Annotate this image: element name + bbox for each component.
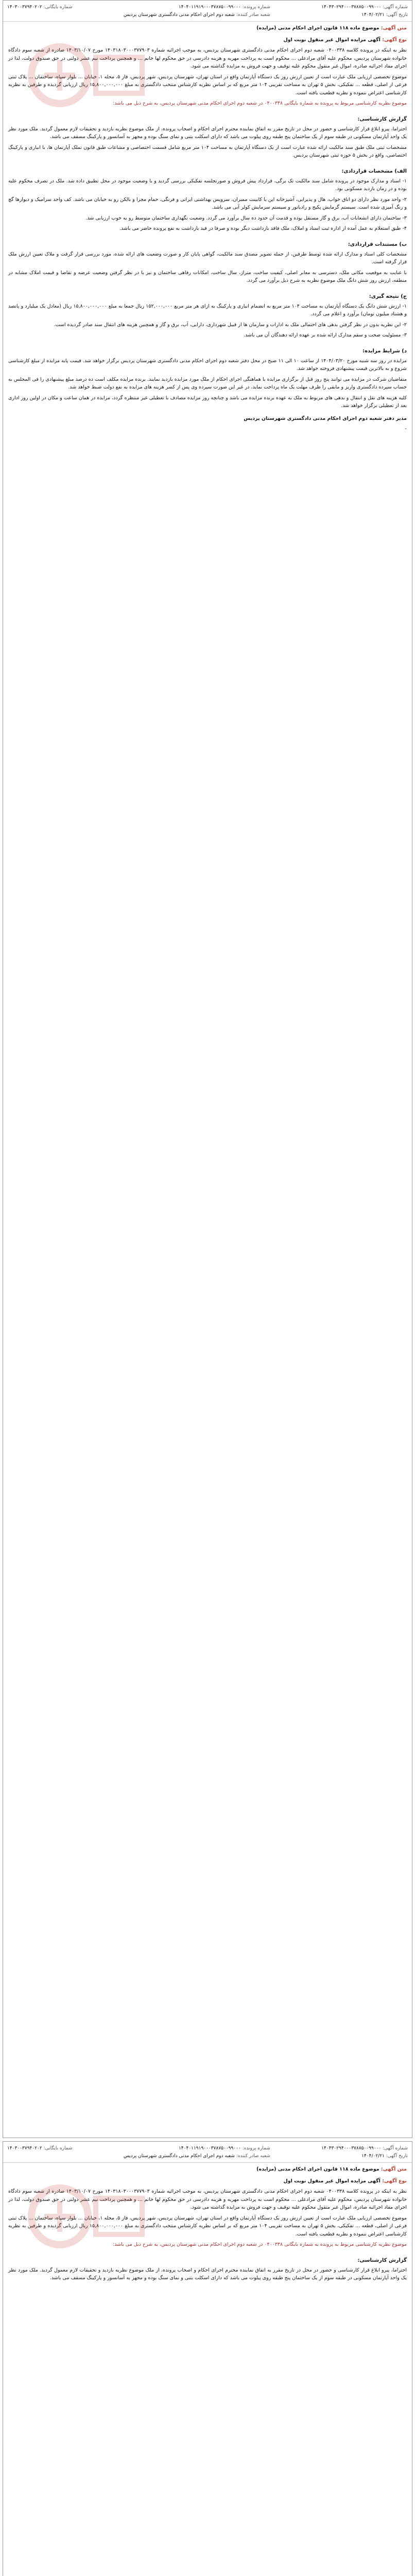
announce-no: ۱۴۰۴۳۰۲۹۴۰۰۰۳۷۸۷۵۰۰۹۹۰۰۰ <box>321 5 382 10</box>
section-title: گزارش کارشناسی: <box>357 2257 407 2263</box>
body-paragraph: نظر به اینکه در پرونده کلاسه ۰۴۰۰۳۳۸ شعبه دوم اجرای احکام مدنی دادگستری شهرستان پردیس، به موجب اجرائیه شماره ۱۴۰۳۱۸۰۳۰۰۰۳۷۷۹۰۳ مورخ ۱۴۰۳/۱۰/۰۷ صادره از شعبه سوم دادگاه خانواده شهرستان پردیس، محکوم علیه آقای مرادعلی ... محکوم است به پرداخت مهریه و هزینه دادرسی در حق محکوم لها خانم ... و همچنین پرداخت نیم عشر دولتی در حق صندوق دولت، لذا در اجرای مفاد اجرائیه صادره، اموال غیر منقول محکوم علیه توقیف و جهت فروش به مزایده گذاشته می شود. <box>8 47 407 69</box>
archive-no: ۱۴۰۳۰۰۳۷۹۴۰۲۰۲ <box>7 2146 42 2151</box>
date-label: تاریخ آگهی: <box>386 2154 408 2159</box>
section-paragraph: ۱- ارزش شش دانگ یک دستگاه آپارتمان به مساحت ۱۰۴ متر مربع به انضمام انباری و پارکینگ به ازای هر متر مربع ۱۵۲,۰۰۰,۰۰۰ ریال جمعا به مبلغ ۱۵,۸۰۰,۰۰۰,۰۰۰ ریال (معادل یک میلیارد و پانصد و هشتاد میلیون تومان) برآورد و اعلام می گردد. <box>8 303 407 317</box>
subject-line <box>3 2163 412 2175</box>
section-title: د) شرایط مزایده: <box>362 348 407 354</box>
announcement-block <box>3 0 412 2138</box>
signature-area <box>3 414 412 437</box>
issuer: شعبه دوم اجرای احکام مدنی دادگستری شهرستان پردیس <box>123 2154 235 2159</box>
announce-date: ۱۴۰۴/۰۲/۲۱ <box>361 2154 385 2159</box>
section-body <box>3 2265 412 2286</box>
kind-label: نوع آگهی: <box>382 2178 407 2184</box>
section-paragraph: با عنایت به موقعیت مکانی ملک، دسترسی به معابر اصلی، کیفیت ساخت، متراژ، سال ساخت، امکانات رفاهی ساختمان و نیز با در نظر گرفتن وضعیت عرضه و تقاضا و قیمت املاک مشابه در منطقه، ارزش روز شش دانگ ملک موضوع نظریه به شرح ذیل برآورد می گردد. <box>8 269 407 283</box>
announcement-block-copy <box>3 2141 412 2576</box>
body-paragraph: موضوع نظریه کارشناسی مربوط به پرونده به شماره بایگانی ۰۴۰۰۳۳۸ در شعبه دوم اجرای احکام مدنی شهرستان پردیس، به شرح ذیل می باشد: <box>113 2242 407 2247</box>
section-paragraph: ۴- طبق استعلام به عمل آمده از اداره ثبت اسناد و املاک، ملک فاقد بازداشت دیگر بوده و صرفا در قید بازداشت به نفع پرونده حاضر می باشد. <box>119 226 407 231</box>
section-paragraph: احتراما، پیرو ابلاغ قرار کارشناسی و حضور در محل در تاریخ مقرر به اتفاق نماینده محترم اجرای احکام و اصحاب پرونده، از ملک موضوع نظریه بازدید و تحقیقات لازم معمول گردید. ملک مورد نظر یک واحد آپارتمان مسکونی در طبقه سوم از یک ساختمان پنج طبقه روی پیلوت می باشد که دارای اسکلت بتنی و نمای سنگ بوده و مجهز به آسانسور و پارکینگ مسقف می باشد. <box>8 126 407 140</box>
section-body <box>3 176 412 236</box>
section-body <box>3 124 412 163</box>
section-paragraph: ۳- مسئولیت صحت و سقم مدارک ارائه شده بر عهده ارائه دهندگان آن می باشد. <box>244 332 407 338</box>
section-paragraph: متقاضیان شرکت در مزایده می توانند پنج روز قبل از برگزاری مزایده با هماهنگی اجرای احکام از ملک مورد مزایده بازدید نمایند. برنده مزایده مکلف است ده درصد مبلغ پیشنهادی را فی المجلس به حساب سپرده دادگستری واریز و مابقی را ظرف مهلت یک ماه پرداخت نماید، در غیر این صورت سپرده وی پس از کسر هزینه های مزایده به نفع دولت ضبط خواهد شد. <box>8 376 407 390</box>
header-left <box>7 4 72 11</box>
kind-line <box>3 2175 412 2187</box>
doc-no-label: شماره پرونده: <box>242 5 270 10</box>
section-body <box>3 301 412 343</box>
doc-no: ۱۴۰۴۰۱۱۹۱۹۰۰۰۳۷۸۷۵۰۰۹۹۰۰۰ <box>178 2146 241 2151</box>
subject-line <box>3 22 412 33</box>
section-paragraph: ۱- اسناد و مدارک موجود در پرونده شامل سند مالکیت تک برگی، قرارداد پیش فروش و صورتجلسه تفکیکی بررسی گردید و با وضعیت موجود در محل تطبیق داده شد. ملک در تصرف محکوم علیه بوده و در زمان بازدید مسکونی بود. <box>8 178 407 192</box>
intro-body <box>3 45 412 111</box>
section-title: الف) مشخصات قراردادی: <box>341 168 407 174</box>
body-paragraph: موضوع نظریه کارشناسی مربوط به پرونده به شماره بایگانی ۰۴۰۰۳۳۸ در شعبه دوم اجرای احکام مدنی شهرستان پردیس، به شرح ذیل می باشد: <box>113 100 407 106</box>
kind-text: آگهی مزایده اموال غیر منقول نوبت اول <box>283 2178 381 2184</box>
archive-label: شماره بایگانی: <box>43 2146 73 2151</box>
subject-label: متن آگهی: <box>381 25 407 31</box>
announce-no-label: شماره آگهی: <box>383 2146 408 2151</box>
subject-label: متن آگهی: <box>381 2166 407 2172</box>
section-paragraph: احتراما، پیرو ابلاغ قرار کارشناسی و حضور در محل در تاریخ مقرر به اتفاق نماینده محترم اجرای احکام و اصحاب پرونده، از ملک موضوع نظریه بازدید و تحقیقات لازم معمول گردید. ملک مورد نظر یک واحد آپارتمان مسکونی در طبقه سوم از یک ساختمان پنج طبقه روی پیلوت می باشد که دارای اسکلت بتنی و نمای سنگ بوده و مجهز به آسانسور و پارکینگ مسقف می باشد. <box>8 2267 407 2281</box>
section-paragraph: ۲- این نظریه بدون در نظر گرفتن بدهی های احتمالی ملک به ادارات و سازمان ها از قبیل شهرداری، دارایی، آب، برق و گاز و همچنین هزینه های انتقال سند صادر گردیده است. <box>54 321 407 328</box>
section-title: گزارش کارشناسی: <box>357 116 407 122</box>
announce-no: ۱۴۰۴۳۰۲۹۴۰۰۰۳۷۸۷۵۰۰۹۹۰۰۰ <box>321 2146 382 2151</box>
section-body <box>3 249 412 289</box>
doc-no: ۱۴۰۴۰۱۱۹۱۹۰۰۰۳۷۸۷۵۰۰۹۹۰۰۰ <box>178 5 241 10</box>
kind-line <box>3 33 412 45</box>
issuer-label: شعبه صادر کننده: <box>236 2154 270 2159</box>
announce-date: ۱۴۰۴/۰۲/۲۱ <box>361 12 385 18</box>
section-paragraph: مزایده در روز سه شنبه مورخ ۱۴۰۴/۰۳/۲۰ از ساعت ۱۰ الی ۱۱ صبح در محل دفتر شعبه دوم اجرای احکام مدنی دادگستری شهرستان پردیس برگزار خواهد شد. قیمت پایه مزایده از مبلغ کارشناسی شروع و به بالاترین قیمت پیشنهادی فروخته خواهد شد. <box>8 358 407 371</box>
cut-edge <box>3 2556 412 2576</box>
signer-label: مدیر دفتر شعبه دوم اجرای احکام مدنی دادگستری شهرستان پردیس <box>244 415 407 421</box>
body-paragraph: موضوع تخصصی ارزیابی ملک عبارت است از تعیین ارزش روز یک دستگاه آپارتمان واقع در استان تهران، شهرستان پردیس، شهر پردیس، فاز ۵، محله ۱، خیابان ... بلوار سپاه، ساختمان ... پلاک ثبتی فرعی از اصلی، قطعه ... تفکیکی، بخش ۵ تهران به مساحت تقریبی ۱۰۴ متر مربع که بر اساس نظریه کارشناس منتخب دادگستری به مبلغ ۱۵,۸۰۰,۰۰۰,۰۰۰ ریال ارزیابی گردیده و طرفین به نظریه کارشناسی اعتراض ننموده و نظریه قطعیت یافته است. <box>8 74 407 96</box>
header-right <box>321 4 408 19</box>
kind-label: نوع آگهی: <box>382 37 407 43</box>
announcement-header <box>3 2142 412 2163</box>
header-left <box>7 2145 72 2153</box>
section-paragraph: کلیه هزینه های نقل و انتقال و بدهی های مربوط به ملک به عهده برنده مزایده می باشد و چنانچه روز مزایده مصادف با تعطیلی غیر منتظره گردد، مزایده در همان ساعت و مکان در اولین روز اداری بعد از تعطیلی برگزار خواهد شد. <box>8 395 407 409</box>
body-paragraph: موضوع تخصصی ارزیابی ملک عبارت است از تعیین ارزش روز یک دستگاه آپارتمان واقع در استان تهران، شهرستان پردیس، شهر پردیس، فاز ۵، محله ۱، خیابان ... بلوار سپاه، ساختمان ... پلاک ثبتی فرعی از اصلی، قطعه ... تفکیکی، بخش ۵ تهران به مساحت تقریبی ۱۰۴ متر مربع که بر اساس نظریه کارشناس منتخب دادگستری به مبلغ ۱۵,۸۰۰,۰۰۰,۰۰۰ ریال ارزیابی گردیده و طرفین به نظریه کارشناسی اعتراض ننموده و نظریه قطعیت یافته است. <box>8 2215 407 2237</box>
announcement-header <box>3 1 412 22</box>
header-middle <box>124 2145 270 2160</box>
subject-text: موضوع ماده ۱۱۸ قانون اجرای احکام مدنی (مزایده) <box>256 25 379 31</box>
archive-label: شماره بایگانی: <box>43 5 73 10</box>
header-middle <box>124 4 270 19</box>
section-paragraph: ۳- ساختمان دارای انشعابات آب، برق و گاز مستقل بوده و قدمت آن حدود ده سال برآورد می گردد. وضعیت نگهداری ساختمان متوسط رو به خوب ارزیابی شد. <box>85 215 407 221</box>
subject-text: موضوع ماده ۱۱۸ قانون اجرای احکام مدنی (مزایده) <box>256 2166 379 2172</box>
section-title: ج) نتیجه گیری: <box>369 293 407 299</box>
section-body <box>3 356 412 414</box>
kind-text: آگهی مزایده اموال غیر منقول نوبت اول <box>283 37 381 43</box>
section-title: ب) مستندات قراردادی: <box>348 241 407 247</box>
signer-name: - <box>405 426 407 432</box>
issuer: شعبه دوم اجرای احکام مدنی دادگستری شهرستان پردیس <box>123 12 235 18</box>
date-label: تاریخ آگهی: <box>386 12 408 18</box>
section-paragraph: مشخصات کلی اسناد و مدارک ارائه شده توسط طرفین، از جمله تصویر مصدق سند مالکیت، گواهی پایان کار و صورت وضعیت های ارائه شده، مورد بررسی قرار گرفت و ملاک تعیین ارزش ملک قرار گرفته است. <box>8 251 407 265</box>
section-paragraph: مشخصات ثبتی ملک طبق سند مالکیت ارائه شده عبارت است از یک دستگاه آپارتمان به مساحت ۱۰۴ متر مربع شامل قسمت اختصاصی و مشاعات طبق قانون تملک آپارتمان ها، با انباری و پارکینگ اختصاصی، واقع در بخش ۵ حوزه ثبتی شهرستان پردیس. <box>8 144 407 158</box>
archive-no: ۱۴۰۳۰۰۳۷۹۴۰۲۰۲ <box>7 5 42 10</box>
intro-body <box>3 2187 412 2252</box>
issuer-label: شعبه صادر کننده: <box>236 12 270 18</box>
doc-no-label: شماره پرونده: <box>242 2146 270 2151</box>
body-paragraph: نظر به اینکه در پرونده کلاسه ۰۴۰۰۳۳۸ شعبه دوم اجرای احکام مدنی دادگستری شهرستان پردیس، به موجب اجرائیه شماره ۱۴۰۳۱۸۰۳۰۰۰۳۷۷۹۰۳ مورخ ۱۴۰۳/۱۰/۰۷ صادره از شعبه سوم دادگاه خانواده شهرستان پردیس، محکوم علیه آقای مرادعلی ... محکوم است به پرداخت مهریه و هزینه دادرسی در حق محکوم لها خانم ... و همچنین پرداخت نیم عشر دولتی در حق صندوق دولت، لذا در اجرای مفاد اجرائیه صادره، اموال غیر منقول محکوم علیه توقیف و جهت فروش به مزایده گذاشته می شود. <box>8 2189 407 2210</box>
announce-no-label: شماره آگهی: <box>383 5 408 10</box>
header-right <box>321 2145 408 2160</box>
section-paragraph: ۲- واحد مورد نظر دارای دو اتاق خواب، هال و پذیرایی، آشپزخانه اپن با کابینت ممبران، سرویس بهداشتی ایرانی و فرنگی، حمام مجزا و بالکن رو به خیابان می باشد. کف واحد سرامیک و دیوارها گچ و رنگ آمیزی شده است. سیستم گرمایش پکیج و رادیاتور و سیستم سرمایش کولر آبی می باشد. <box>8 196 407 210</box>
